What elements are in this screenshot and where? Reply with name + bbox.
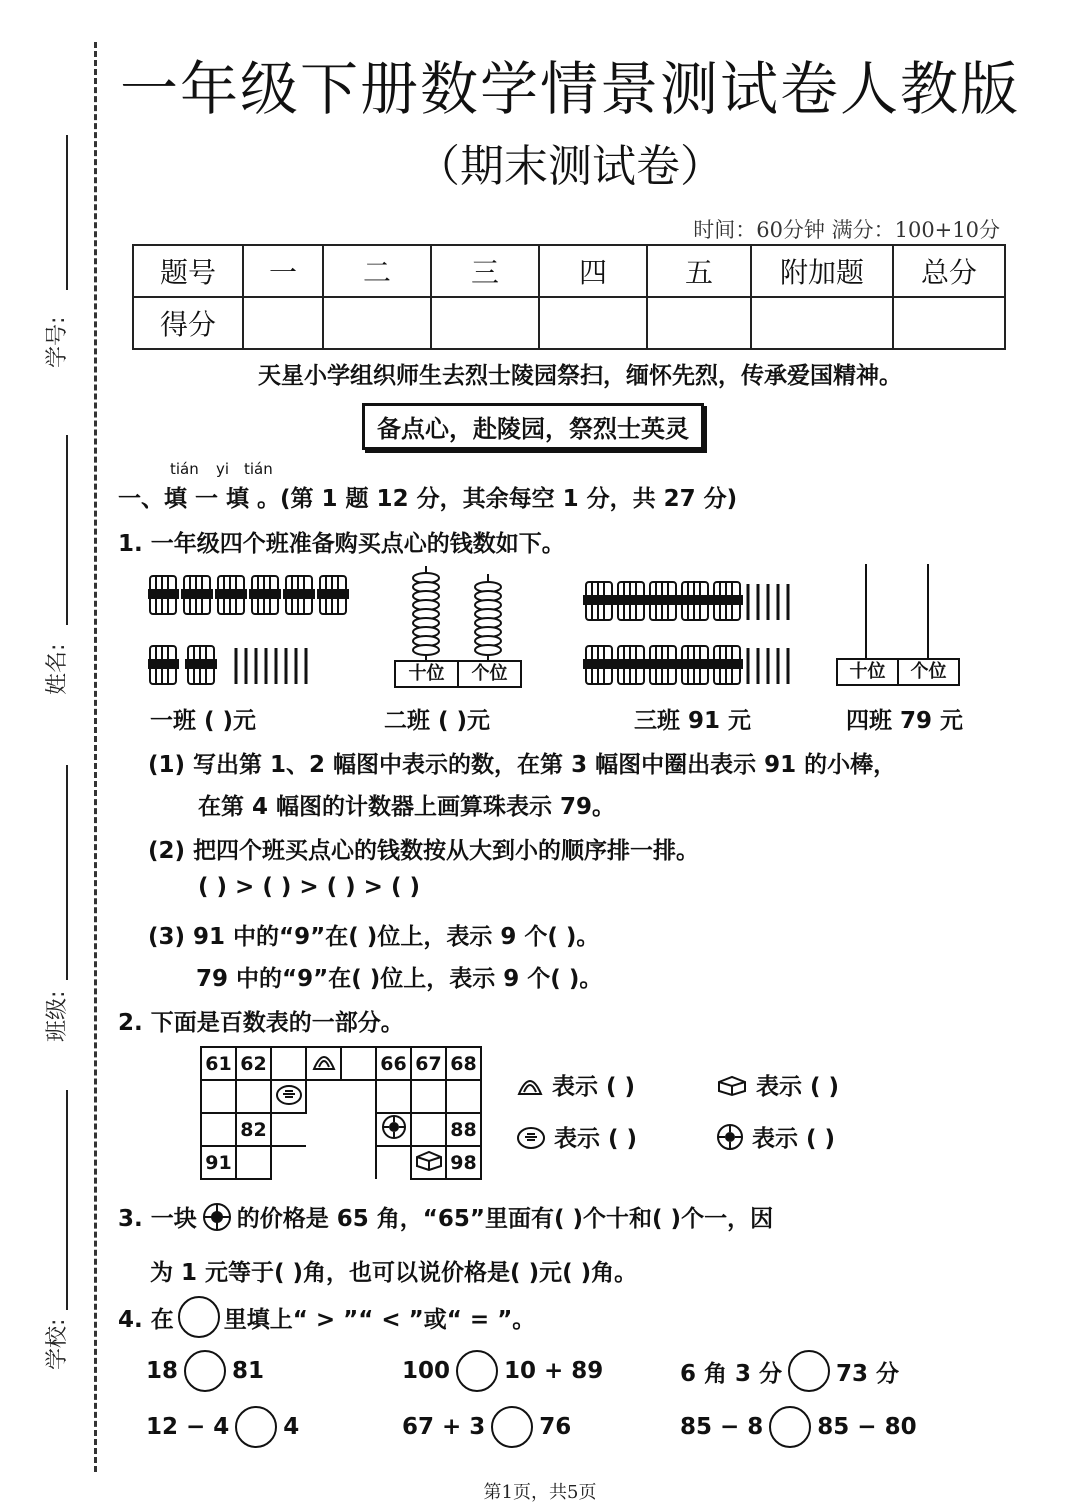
tens-label: 十位	[396, 662, 459, 686]
score-cell: 二	[323, 245, 431, 297]
ones-label: 个位	[471, 663, 508, 684]
legend-cake-box-text[interactable]: 表示 ( )	[756, 1074, 840, 1100]
chart-gap	[341, 1113, 376, 1146]
chart-gap	[376, 1146, 411, 1179]
compare-item-3	[680, 1350, 899, 1392]
legend-mooncake-text[interactable]: 表示 ( )	[554, 1126, 638, 1152]
score-table	[132, 244, 1006, 350]
q1-part2-blanks[interactable]: ( ) > ( ) > ( ) > ( )	[198, 874, 420, 900]
legend-mooncake	[516, 1120, 637, 1153]
legend-flower-cake-text[interactable]: 表示 ( )	[752, 1126, 836, 1152]
q1-part2: (2) 把四个班买点心的钱数按从大到小的顺序排一排。	[148, 838, 700, 864]
compare-item-5	[402, 1406, 571, 1448]
score-input-cell[interactable]	[751, 297, 893, 349]
compare-left: 18	[146, 1358, 179, 1384]
chart-cell	[236, 1080, 271, 1113]
class-label: 班级:	[45, 990, 70, 1042]
q3-line1-prefix: 3. 一块	[118, 1206, 197, 1232]
student-id-rule	[66, 135, 68, 290]
compare-right: 4	[283, 1414, 300, 1440]
name-label: 姓名:	[45, 643, 70, 695]
legend-cake-box	[716, 1068, 839, 1101]
q1-part3-line2[interactable]: 79 中的“9”在( )位上，表示 9 个( )。	[196, 966, 603, 992]
score-input-cell[interactable]	[323, 297, 431, 349]
abacus-figure-4[interactable]	[834, 564, 964, 660]
chart-cell	[341, 1047, 376, 1080]
caption-class3: 三班 91 元	[634, 708, 752, 734]
sticks-figure-3[interactable]	[582, 578, 797, 688]
intro-text: 天星小学组织师生去烈士陵园祭扫，缅怀先烈，传承爱国精神。	[258, 363, 902, 389]
compare-circle[interactable]	[184, 1350, 226, 1392]
flower-cake-icon	[716, 1123, 744, 1151]
compare-left: 85 − 8	[680, 1414, 764, 1440]
tens-label: 十位	[838, 660, 899, 684]
score-cell: 一	[243, 245, 323, 297]
q3-line1	[118, 1200, 773, 1233]
chart-cell: 68	[446, 1047, 481, 1080]
caption-class1: 一班 ( )元	[150, 708, 257, 734]
school-label: 学校:	[45, 1318, 70, 1370]
page-title: 一年级下册数学情景测试卷人教版	[120, 55, 1021, 123]
caption-class4: 四班 79 元	[846, 708, 964, 734]
legend-bun-text[interactable]: 表示 ( )	[552, 1074, 636, 1100]
score-table-score-row	[133, 297, 1005, 349]
chart-cell	[271, 1047, 306, 1080]
score-input-cell[interactable]	[431, 297, 539, 349]
q4-stem-prefix: 4. 在	[118, 1306, 174, 1333]
q4-stem-text: 里填上“ > ”“ < ”或“ = ”。	[223, 1306, 536, 1333]
hundred-chart	[200, 1046, 482, 1180]
chart-cell: 62	[236, 1047, 271, 1080]
compare-right: 81	[232, 1358, 265, 1384]
bun-icon	[516, 1072, 544, 1098]
score-row-label: 得分	[133, 297, 243, 349]
abacus-label-4	[836, 658, 960, 686]
chart-gap	[271, 1146, 306, 1179]
compare-circle[interactable]	[456, 1350, 498, 1392]
flower-cake-icon	[201, 1201, 233, 1233]
chart-cell: 67	[411, 1047, 446, 1080]
exam-meta: 时间：60分钟 满分：100+10分	[693, 218, 1000, 242]
abacus-figure-2	[392, 566, 522, 660]
compare-circle[interactable]	[491, 1406, 533, 1448]
chart-cell: 88	[446, 1113, 481, 1146]
chart-cell: 91	[201, 1146, 236, 1179]
chart-gap	[306, 1080, 341, 1113]
q3-line1-text[interactable]: 的价格是 65 角，“65”里面有( )个十和( )个一，因	[236, 1206, 774, 1232]
compare-left: 6 角 3 分	[680, 1360, 783, 1387]
score-cell: 总分	[893, 245, 1005, 297]
school-rule	[66, 1090, 68, 1310]
chart-cell	[201, 1113, 236, 1146]
caption-class2: 二班 ( )元	[384, 708, 491, 734]
q4-stem	[118, 1296, 535, 1338]
chart-gap	[271, 1113, 306, 1146]
compare-right: 85 − 80	[817, 1414, 917, 1440]
bun-icon	[306, 1047, 341, 1080]
compare-item-2	[402, 1350, 603, 1392]
answer-circle-icon	[178, 1296, 220, 1338]
mooncake-icon	[271, 1080, 306, 1113]
compare-right: 73 分	[836, 1360, 900, 1387]
compare-circle[interactable]	[788, 1350, 830, 1392]
cake-box-icon	[716, 1073, 748, 1097]
compare-item-4	[146, 1406, 299, 1448]
class-rule	[66, 765, 68, 980]
pinyin-2: yi	[216, 460, 230, 478]
pinyin-1: tián	[170, 460, 199, 478]
q1-part1-line2: 在第 4 幅图的计数器上画算珠表示 79。	[198, 794, 616, 820]
page-footer: 第1页，共5页	[483, 1482, 597, 1503]
chart-cell: 98	[446, 1146, 481, 1179]
score-table-header-row	[133, 245, 1005, 297]
legend-bun	[516, 1068, 635, 1101]
cake-box-icon	[411, 1146, 446, 1179]
boxed-heading: 备点心，赴陵园，祭烈士英灵	[362, 403, 704, 450]
pinyin-3: tián	[244, 460, 273, 478]
score-input-cell[interactable]	[539, 297, 647, 349]
mooncake-icon	[516, 1124, 546, 1150]
q1-part1-line1: (1) 写出第 1、2 幅图中表示的数，在第 3 幅图中圈出表示 91 的小棒，	[148, 752, 897, 778]
section1-title: 一、填 一 填 。(第 1 题 12 分，其余每空 1 分，共 27 分)	[118, 486, 738, 512]
q1-stem: 1. 一年级四个班准备购买点心的钱数如下。	[118, 531, 565, 557]
q3-line2[interactable]: 为 1 元等于( )角，也可以说价格是( )元( )角。	[150, 1260, 638, 1286]
chart-gap	[306, 1113, 341, 1146]
chart-cell	[411, 1113, 446, 1146]
chart-cell	[236, 1146, 271, 1179]
legend-flower-cake	[716, 1120, 835, 1153]
compare-item-1	[146, 1350, 264, 1392]
chart-gap	[341, 1146, 376, 1179]
abacus-label-2	[394, 660, 522, 688]
q1-part3-line1[interactable]: (3) 91 中的“9”在( )位上，表示 9 个( )。	[148, 924, 600, 950]
score-cell: 附加题	[751, 245, 893, 297]
chart-cell	[411, 1080, 446, 1113]
flower-cake-icon	[376, 1113, 411, 1146]
score-input-cell[interactable]	[243, 297, 323, 349]
compare-left: 67 + 3	[402, 1414, 486, 1440]
score-cell: 五	[647, 245, 751, 297]
chart-cell	[376, 1080, 411, 1113]
compare-left: 100	[402, 1358, 451, 1384]
ones-label: 个位	[910, 661, 947, 682]
compare-circle[interactable]	[769, 1406, 811, 1448]
score-cell: 四	[539, 245, 647, 297]
compare-right: 76	[539, 1414, 572, 1440]
score-input-cell[interactable]	[893, 297, 1005, 349]
chart-cell: 82	[236, 1113, 271, 1146]
chart-cell	[446, 1080, 481, 1113]
binding-dashed-line	[94, 42, 97, 1472]
compare-left: 12 − 4	[146, 1414, 230, 1440]
name-rule	[66, 435, 68, 625]
chart-cell: 61	[201, 1047, 236, 1080]
compare-right: 10 + 89	[504, 1358, 604, 1384]
chart-cell	[201, 1080, 236, 1113]
sticks-figure-1	[148, 572, 358, 692]
student-id-label: 学号:	[45, 316, 70, 368]
chart-gap	[306, 1146, 341, 1179]
page-subtitle: （期末测试卷）	[416, 141, 724, 192]
compare-circle[interactable]	[235, 1406, 277, 1448]
score-cell: 三	[431, 245, 539, 297]
chart-cell: 66	[376, 1047, 411, 1080]
q2-stem: 2. 下面是百数表的一部分。	[118, 1010, 404, 1036]
score-input-cell[interactable]	[647, 297, 751, 349]
chart-gap	[341, 1080, 376, 1113]
compare-item-6	[680, 1406, 917, 1448]
score-cell: 题号	[133, 245, 243, 297]
